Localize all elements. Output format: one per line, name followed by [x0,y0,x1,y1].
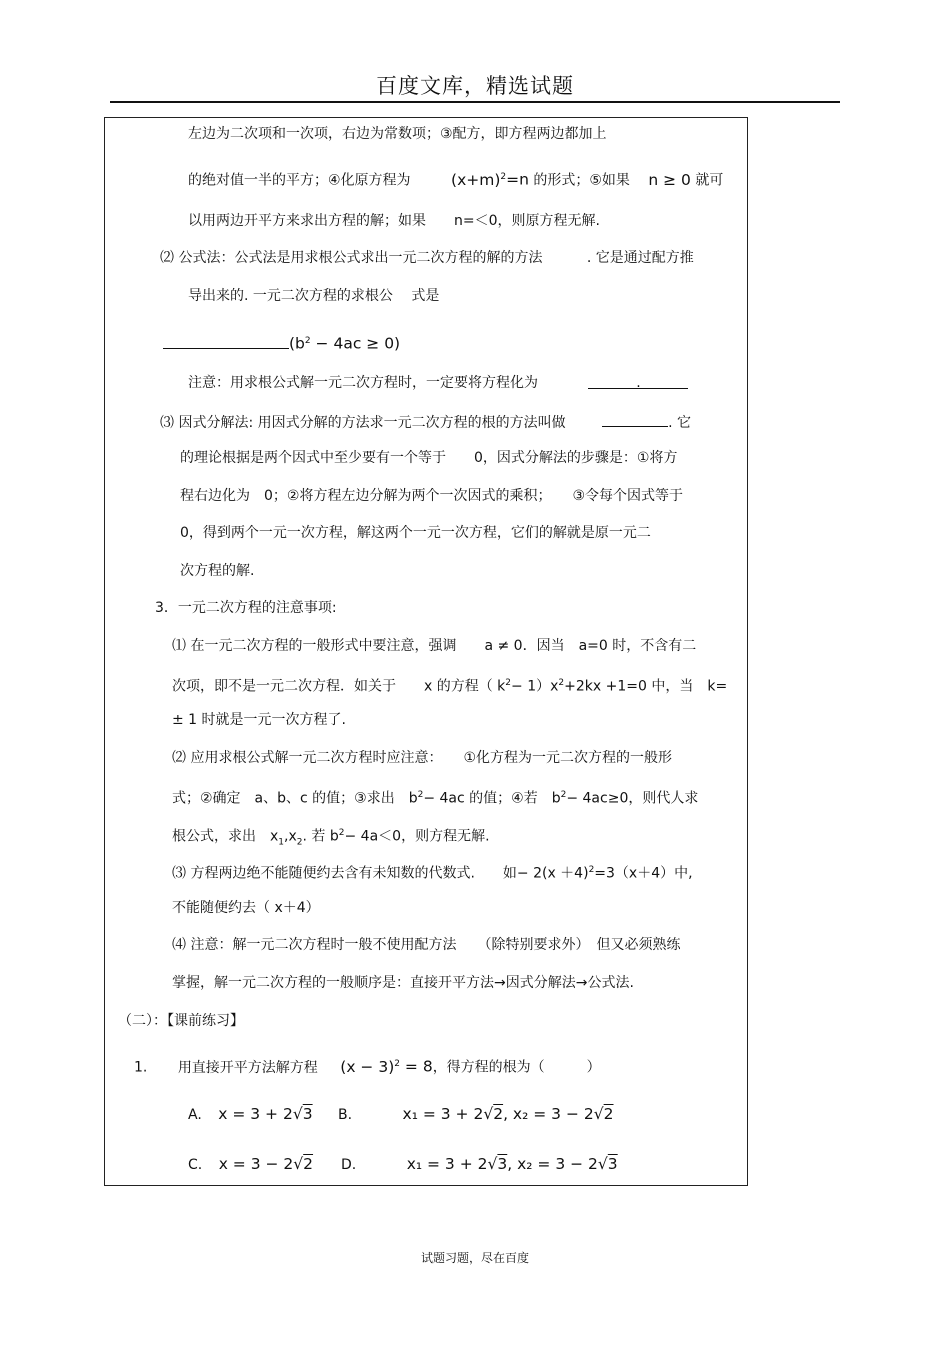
option-letter: A. [188,1107,202,1123]
math-expr: x₁ = 3 + 2 [406,1155,488,1173]
text-line: 以用两边开平方来求出方程的解；如果 n=＜0，则原方程无解. [188,213,600,229]
option-letter: C. [188,1157,203,1173]
option-d[interactable] [341,1155,618,1174]
text-line [188,168,723,190]
radicand: 2 [493,1105,504,1123]
radical-icon: √ [293,1155,304,1173]
radical-icon: √ [487,1155,498,1173]
section-heading: 3．一元二次方程的注意事项: [155,600,337,616]
text-line: 左边为二次项和一次项，右边为常数项；③配方，即方程两边都加上 [188,126,607,142]
question-number: 1. [134,1059,148,1076]
text-line: ± 1 时就是一元一次方程了. [172,712,346,728]
text-line: 导出来的. 一元二次方程的求根公 式是 [188,288,440,304]
text-span: . 它是通过配方推 [586,250,694,266]
radicand: 3 [607,1155,618,1173]
radicand: 2 [603,1105,614,1123]
math-expr: (x − 3) [340,1057,395,1076]
text-span: 次项，即不是一元二次方程．如关于 x 的方程（ k [172,678,506,695]
math-expr: n ≥ 0 [648,170,691,189]
option-c[interactable] [188,1155,313,1174]
superscript: 2 [588,865,595,875]
radicand: 3 [302,1105,313,1123]
text-span: 的形式；⑤如果 [533,172,630,189]
section-heading: （二）：【课前练习】 [118,1013,244,1029]
superscript: 2 [417,790,424,800]
text-span: . 它 [668,415,691,431]
answer-blank[interactable] [602,412,668,427]
option-letter: D. [341,1157,357,1173]
text-span: ，得方程的根为（ ） [432,1059,601,1076]
option-letter: B. [338,1107,353,1123]
superscript: 2 [394,1059,400,1069]
text-span: 的绝对值一半的平方；④化原方程为 [188,172,411,189]
header-divider [110,101,840,103]
text-line [172,824,490,851]
math-expr: (x+m) [451,170,501,189]
math-expr: − 4ac ≥ 0) [310,334,401,353]
text-line: ⑷ 注意：解一元二次方程时一般不使用配方法 （除特别要求外） 但又必须熟练 [172,937,681,953]
math-expr: = 8 [399,1057,433,1076]
text-span: − 4ac≥0，则代人求 [566,790,699,807]
math-expr: x = 3 − 2 [218,1155,294,1173]
radicand: 2 [303,1155,314,1173]
superscript: 2 [304,336,311,346]
subscript: 2 [296,837,303,848]
text-span: 根公式，求出 x [172,828,279,845]
text-line: ⑵ 应用求根公式解一元二次方程时应注意： ①化方程为一元二次方程的一般形 [172,750,672,766]
superscript: 2 [558,678,565,688]
question-line [134,1055,601,1077]
radicand: 3 [497,1155,508,1173]
text-span: − 1）x [511,678,559,695]
text-line [160,412,691,432]
math-expr: x = 3 + 2 [218,1105,293,1123]
option-b[interactable] [338,1105,614,1124]
radical-icon: √ [292,1105,303,1123]
text-line: 程右边化为 0；②将方程左边分解为两个一次因式的乘积； ③令每个因式等于 [180,488,684,504]
radical-icon: √ [597,1155,608,1173]
text-span: =3（x＋4）中, [594,865,693,882]
text-line: 次方程的解. [180,563,255,579]
text-line [172,674,727,696]
math-expr: =n [506,170,529,189]
text-line: 的理论根据是两个因式中至少要有一个等于 0，因式分解法的步骤是：①将方 [180,450,678,466]
math-expr: (b [289,334,305,353]
page-title: 百度文库，精选试题 [376,74,574,98]
text-span: ⑶ 方程两边绝不能随便约去含有未知数的代数式. 如− 2(x ＋4) [172,865,589,882]
superscript: 2 [560,790,567,800]
text-line [188,374,688,392]
text-line [172,861,693,883]
text-line [160,249,694,267]
text-line [172,786,698,808]
answer-blank[interactable] [163,334,289,349]
text-span: 注意：用求根公式解一元二次方程时，一定要将方程化为 [188,375,538,391]
text-line: ⑴ 在一元二次方程的一般形式中要注意，强调 a ≠ 0．因当 a=0 时，不含有二 [172,638,697,654]
text-span: ⑵ 公式法：公式法是用求根公式求出一元二次方程的解的方法 [160,250,543,266]
text-line: 掌握，解一元二次方程的一般顺序是：直接开平方法→因式分解法→公式法. [172,975,634,991]
text-line: 不能随便约去（ x＋4） [172,900,320,916]
text-span: ,x [284,828,297,845]
superscript: 2 [505,678,512,688]
superscript: 2 [338,828,345,838]
math-expr: x₁ = 3 + 2 [402,1105,484,1123]
text-span: − 4a＜0，则方程无解. [344,828,490,845]
text-span: . [636,375,641,391]
superscript: 2 [500,172,507,182]
text-span: . 若 b [302,828,339,845]
math-expr: , x₂ = 3 − 2 [507,1155,598,1173]
text-span: 用直接开平方法解方程 [177,1059,318,1076]
text-span: +2kx +1=0 中，当 k= [564,678,728,695]
radical-icon: √ [483,1105,494,1123]
formula-line [163,332,400,354]
text-span: ⑶ 因式分解法: 用因式分解的方法求一元二次方程的根的方法叫做 [160,415,566,431]
option-a[interactable] [188,1105,313,1124]
text-span: − 4ac 的值；④若 b [423,790,561,807]
math-expr: , x₂ = 3 − 2 [503,1105,594,1123]
text-span: 就可 [695,172,724,189]
subscript: 1 [278,837,285,848]
page-footer: 试题习题，尽在百度 [420,1251,529,1265]
radical-icon: √ [593,1105,604,1123]
text-span: 式；②确定 a、b、c 的值；③求出 b [172,790,418,807]
answer-blank[interactable] [588,374,688,389]
text-line: 0，得到两个一元一次方程，解这两个一元一次方程，它们的解就是原一元二 [180,525,651,541]
